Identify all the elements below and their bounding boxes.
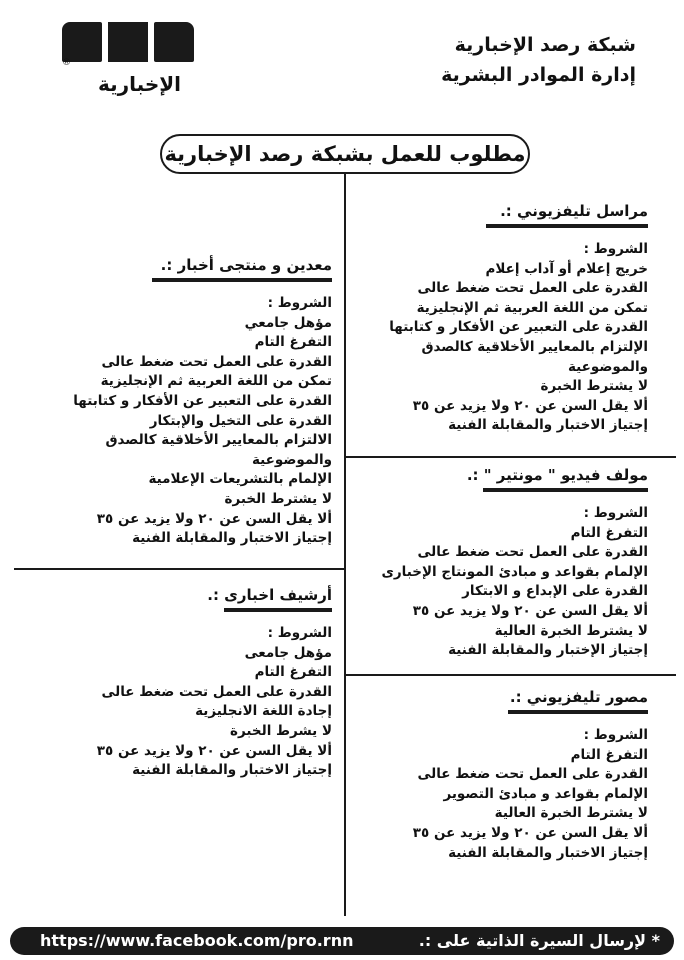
list-item: لا يشرط الخبرة: [230, 722, 332, 739]
list-item: القدرة على العمل تحت ضغط عالى: [101, 353, 332, 370]
list-item: القدرة على العمل تحت ضغط عالى: [417, 766, 648, 783]
list-item: القدرة على الإبداع و الابتكار: [462, 583, 648, 600]
list-item: إجادة اللغة الانجليزية: [195, 703, 332, 720]
requirements-list: [348, 726, 648, 863]
list-item: الإلمام بقواعد و مبادئ التصوير: [443, 785, 648, 802]
divider-right-2: [344, 674, 676, 676]
section-underline: [508, 710, 648, 714]
list-item: خريج إعلام أو آداب إعلام: [485, 260, 648, 277]
requirements-list: [32, 624, 332, 781]
list-item: ألا يقل السن عن ٢٠ ولا يزيد عن ٣٥: [96, 510, 332, 527]
list-item: القدرة على التخيل والإبتكار: [149, 412, 332, 429]
list-item: لا يشترط الخبرة العالية: [494, 805, 648, 822]
list-item: والموضوعية: [567, 358, 648, 375]
list-item: إجتياز الاختبار والمقابلة الفنية: [132, 530, 332, 547]
section-news-archivist: [32, 584, 332, 781]
list-item: الإلمام بقواعد و مبادئ المونتاج الإخبارى: [381, 563, 648, 580]
list-item: الالتزام بالمعايير الأخلاقية كالصدق: [105, 432, 332, 449]
list-item: لا يشترط الخبرة: [540, 378, 648, 395]
requirements-list: [348, 504, 648, 661]
facebook-link[interactable]: https://www.facebook.com/pro.rnn: [40, 931, 354, 950]
org-department: إدارة الموادر البشرية: [441, 64, 636, 86]
divider-right-1: [344, 456, 676, 458]
list-item: القدرة على التعبير عن الأفكار و كتابتها: [389, 319, 648, 336]
requirements-list: [348, 240, 648, 436]
section-title: معدين و منتجى أخبار :.: [160, 256, 332, 274]
list-item: التفرغ التام: [570, 524, 648, 541]
section-underline: [483, 488, 648, 492]
list-item: تمكن من اللغة العربية ثم الإنجليزية: [100, 373, 332, 390]
list-item: ألا يقل السن عن ٢٠ ولا يزيد عن ٣٥: [412, 397, 648, 414]
logo-text: الإخبارية: [98, 72, 181, 96]
list-item: الشروط :: [267, 625, 332, 641]
list-item: ألا يقل السن عن ٢٠ ولا يزيد عن ٣٥: [96, 742, 332, 759]
section-tv-photographer: [348, 686, 648, 863]
list-item: إجتياز الاختبار والمقابلة الفنية: [448, 417, 648, 434]
section-title: مراسل تليفزيوني :.: [500, 202, 648, 220]
organization-header: [441, 30, 636, 90]
divider-left-1: [14, 568, 346, 570]
section-title: أرشيف اخبارى :.: [207, 586, 332, 604]
registered-mark: ®: [62, 58, 71, 68]
list-item: القدرة على العمل تحت ضغط عالى: [417, 544, 648, 561]
logo-block-right: [154, 22, 194, 62]
list-item: لا يشترط الخبرة العالية: [494, 622, 648, 639]
section-underline: [152, 278, 332, 282]
logo: [62, 22, 194, 100]
section-tv-reporter: [348, 200, 648, 436]
list-item: الشروط :: [583, 241, 648, 257]
vertical-divider: [344, 174, 346, 916]
list-item: القدرة على العمل تحت ضغط عالى: [417, 280, 648, 297]
list-item: إجتياز الاختبار والمقابلة الفنية: [132, 762, 332, 779]
list-item: مؤهل جامعي: [244, 314, 332, 331]
list-item: إجتياز الإختبار والمقابلة الفنية: [448, 642, 648, 659]
list-item: مؤهل جامعى: [244, 644, 332, 661]
list-item: الإلتزام بالمعايير الأخلاقية كالصدق: [421, 338, 648, 355]
list-item: إجتياز الاختبار والمقابلة الفنية: [448, 844, 648, 861]
list-item: التفرغ التام: [570, 746, 648, 763]
list-item: ألا يقل السن عن ٢٠ ولا يزيد عن ٣٥: [412, 602, 648, 619]
section-video-editor: [348, 464, 648, 661]
list-item: والموضوعية: [251, 451, 332, 468]
list-item: تمكن من اللغة العربية ثم الإنجليزية: [416, 299, 648, 316]
list-item: القدرة على العمل تحت ضغط عالى: [101, 683, 332, 700]
section-news-editor: [32, 254, 332, 549]
footer-label: * لإرسال السيرة الذاتية على :.: [418, 931, 660, 950]
list-item: التفرغ التام: [254, 334, 332, 351]
section-underline: [486, 224, 648, 228]
footer-bar: [10, 927, 674, 955]
logo-block-middle: [108, 22, 148, 62]
logo-block-left: [62, 22, 102, 62]
list-item: الإلمام بالتشريعات الإعلامية: [148, 471, 332, 488]
org-name: شبكة رصد الإخبارية: [454, 34, 636, 56]
page-title: مطلوب للعمل بشبكة رصد الإخبارية: [160, 134, 530, 174]
list-item: الشروط :: [267, 295, 332, 311]
section-underline: [224, 608, 332, 612]
list-item: ألا يقل السن عن ٢٠ ولا يزيد عن ٣٥: [412, 824, 648, 841]
list-item: التفرغ التام: [254, 664, 332, 681]
list-item: القدرة على التعبير عن الأفكار و كتابتها: [73, 392, 332, 409]
requirements-list: [32, 294, 332, 549]
list-item: الشروط :: [583, 727, 648, 743]
section-title: مصور تليفزيوني :.: [509, 688, 648, 706]
section-title: مولف فيديو " مونتير " :.: [466, 466, 648, 484]
list-item: الشروط :: [583, 505, 648, 521]
list-item: لا يشترط الخبرة: [224, 490, 332, 507]
